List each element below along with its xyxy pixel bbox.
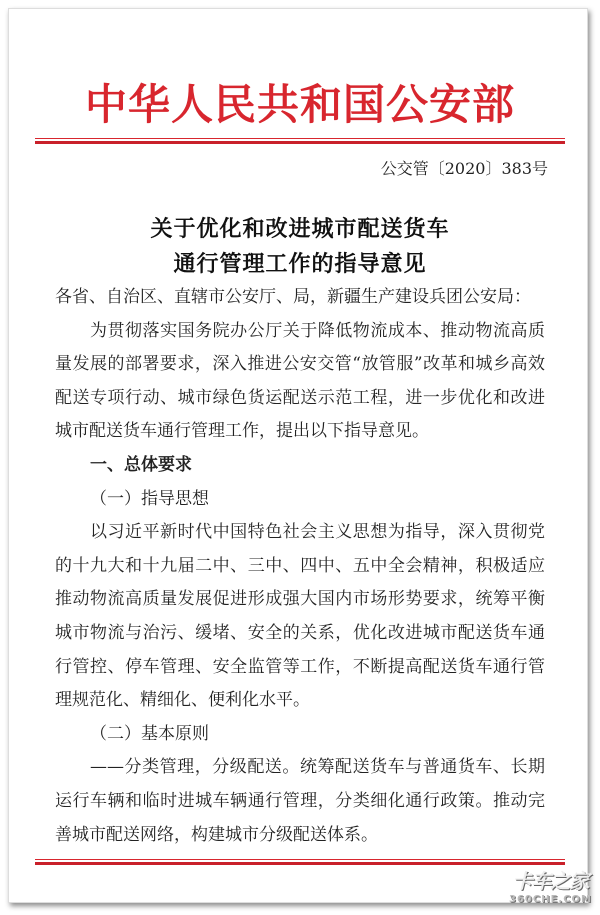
watermark-site: 360CHE.COM	[508, 894, 592, 905]
body-text-line: 善城市配送网络，构建城市分级配送体系。	[55, 824, 378, 845]
body-text-line: ——分类管理，分级配送。统筹配送货车与普通货车、长期	[90, 757, 545, 778]
document-number: 公交管〔2020〕383号	[380, 159, 548, 178]
document-title-line-1: 关于优化和改进城市配送货车	[150, 216, 450, 242]
body-text-line: 行管控、停车管理、安全监管等工作，不断提高配送货车通行管	[55, 656, 545, 677]
body-text-line: 量发展的部署要求，深入推进公安交管“放管服”改革和城乡高效	[55, 354, 545, 375]
red-header-rule	[35, 138, 565, 144]
body-text-line: 城市配送货车通行管理工作，提出以下指导意见。	[55, 421, 429, 442]
body-text-line: 为贯彻落实国务院办公厅关于降低物流成本、推动物流高质	[90, 320, 545, 341]
body-text-line: 配送专项行动、城市绿色货运配送示范工程，进一步优化和改进	[55, 387, 545, 408]
body-text-line: 城市物流与治污、缓堵、安全的关系，优化改进城市配送货车通	[55, 623, 545, 643]
body-text-line: 推动物流高质量发展促进形成强大国内市场形势要求，统筹平衡	[55, 589, 545, 610]
body-text-line: 以习近平新时代中国特色社会主义思想为指导，深入贯彻党	[90, 522, 545, 543]
body-text-line: 运行车辆和临时进城车辆通行管理，分类细化通行政策。推动完	[55, 791, 545, 811]
subsection-heading: （二）基本原则	[90, 723, 209, 744]
issuing-organization-header: 中华人民共和国公安部	[84, 80, 515, 129]
watermark-logo	[509, 865, 592, 905]
document-title-line-2: 通行管理工作的指导意见	[173, 251, 427, 277]
body-text-line: 的十九大和十九届二中、三中、四中、五中全会精神，积极适应	[55, 555, 545, 576]
body-text-line: 各省、自治区、直辖市公安厅、局，新疆生产建设兵团公安局：	[55, 287, 531, 307]
body-text-line: 理规范化、精细化、便利化水平。	[55, 690, 310, 711]
subsection-heading: （一）指导思想	[90, 488, 209, 509]
red-footer-rule	[35, 859, 565, 865]
section-heading: 一、总体要求	[90, 455, 192, 475]
watermark-brand: 卡车之家	[512, 869, 589, 893]
